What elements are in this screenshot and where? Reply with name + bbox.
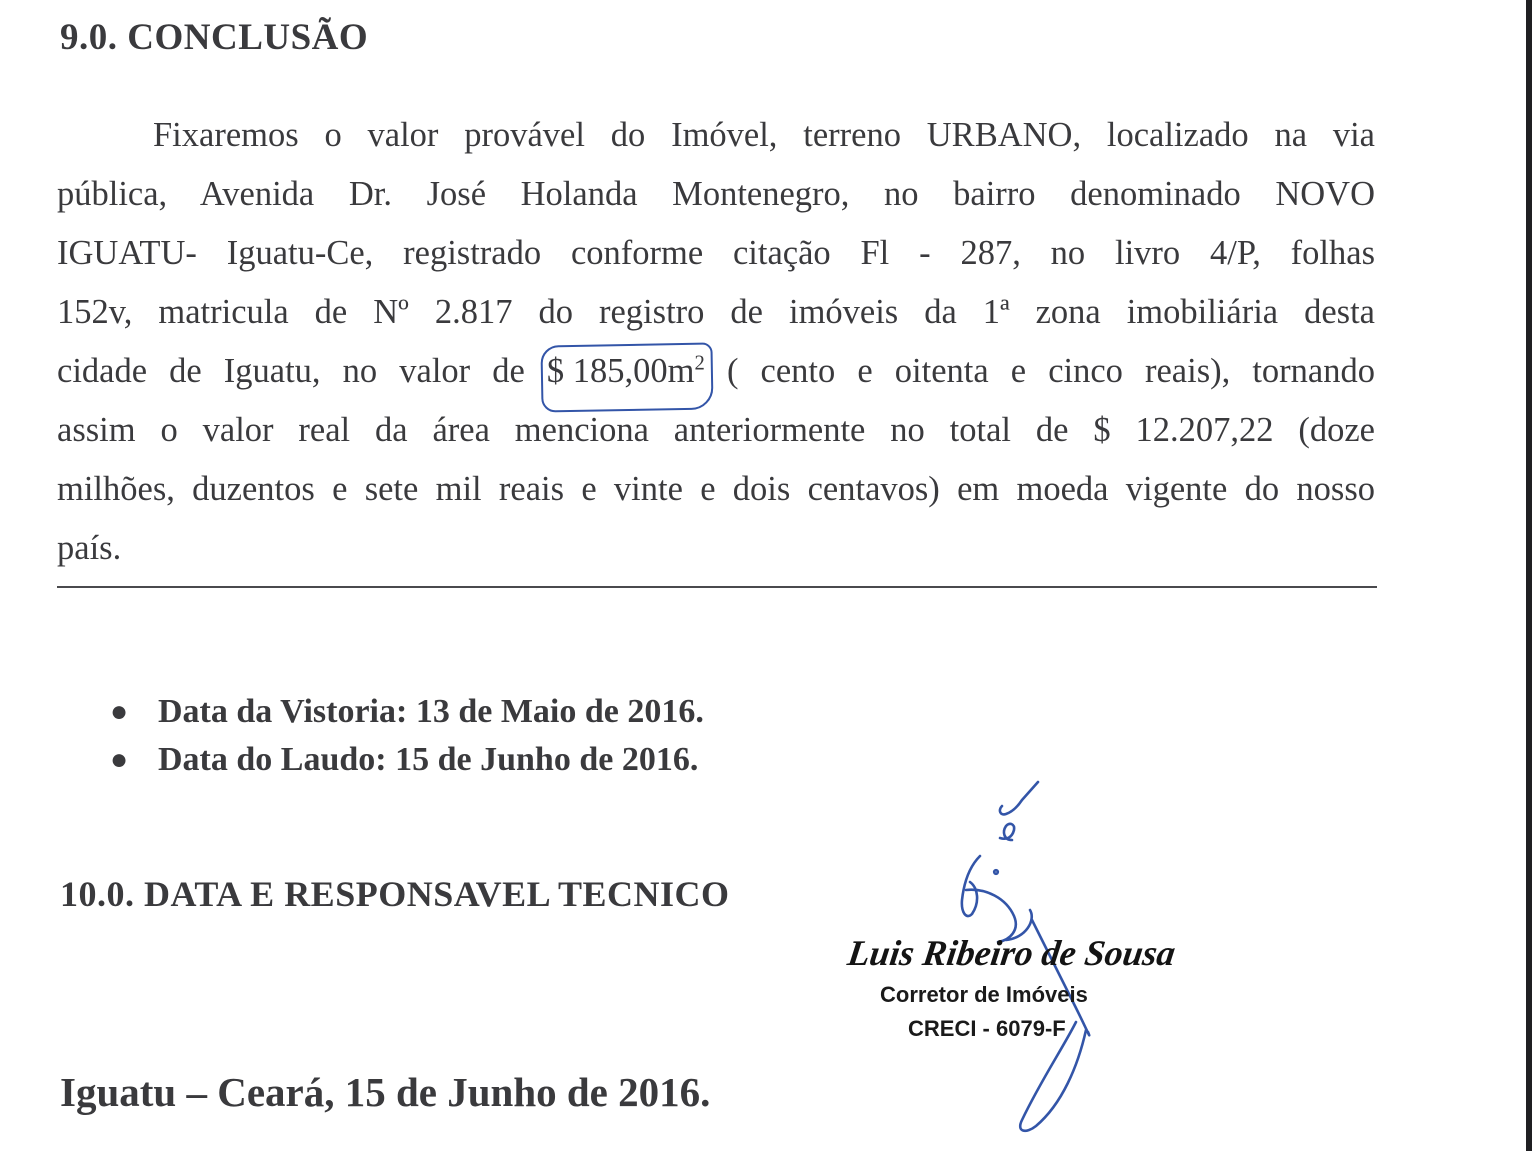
paragraph-line: assim o valor real da área menciona anteriormente no total de $ 12.207,22 (doze xyxy=(57,411,1375,449)
inspection-date-text: Data da Vistoria: 13 de Maio de 2016. xyxy=(158,693,704,730)
report-date-text: Data do Laudo: 15 de Junho de 2016. xyxy=(158,741,699,778)
paragraph-line: IGUATU- Iguatu-Ce, registrado conforme citação Fl - 287, no livro 4/P, folhas xyxy=(57,234,1375,272)
value-words-text: ( cento e oitenta e cinco reais), tornando xyxy=(704,352,1375,390)
bullet-icon: ● xyxy=(110,695,129,728)
paragraph-line-value xyxy=(57,342,1375,401)
paragraph-line: pública, Avenida Dr. José Holanda Montenegro, no bairro denominado NOVO xyxy=(57,175,1375,213)
stamp-role: Corretor de Imóveis xyxy=(880,982,1088,1007)
stamp-broker-name: Luis Ribeiro de Sousa xyxy=(845,933,1178,973)
paragraph-line: Fixaremos o valor provável do Imóvel, terreno URBANO, localizado na via xyxy=(153,116,1375,154)
inspection-date-item xyxy=(110,688,704,736)
dates-list xyxy=(110,688,704,784)
paragraph-line: 152v, matricula de Nº 2.817 do registro de imóveis da 1ª zona imobiliária desta xyxy=(57,293,1375,331)
value-intro-text: cidade de Iguatu, no valor de xyxy=(57,352,547,390)
paragraph-line: milhões, duzentos e sete mil reais e vinte e dois centavos) em moeda vigente do nosso xyxy=(57,470,1375,508)
report-date-item xyxy=(110,736,704,784)
unit-superscript: 2 xyxy=(694,352,705,375)
page-edge-shadow xyxy=(1526,0,1532,1151)
paragraph-line: país. xyxy=(57,529,122,567)
broker-stamp xyxy=(830,770,1178,1140)
section-9-title: 9.0. CONCLUSÃO xyxy=(60,17,369,58)
unit-value-text: $ 185,00m xyxy=(546,352,695,390)
conclusion-paragraph xyxy=(57,106,1375,578)
bullet-icon: ● xyxy=(110,743,129,776)
circled-unit-value xyxy=(547,342,705,401)
section-10-title: 10.0. DATA E RESPONSAVEL TECNICO xyxy=(60,874,730,914)
horizontal-rule xyxy=(57,586,1377,588)
stamp-creci: CRECI - 6079-F xyxy=(908,1016,1066,1041)
place-and-date: Iguatu – Ceará, 15 de Junho de 2016. xyxy=(60,1069,711,1115)
